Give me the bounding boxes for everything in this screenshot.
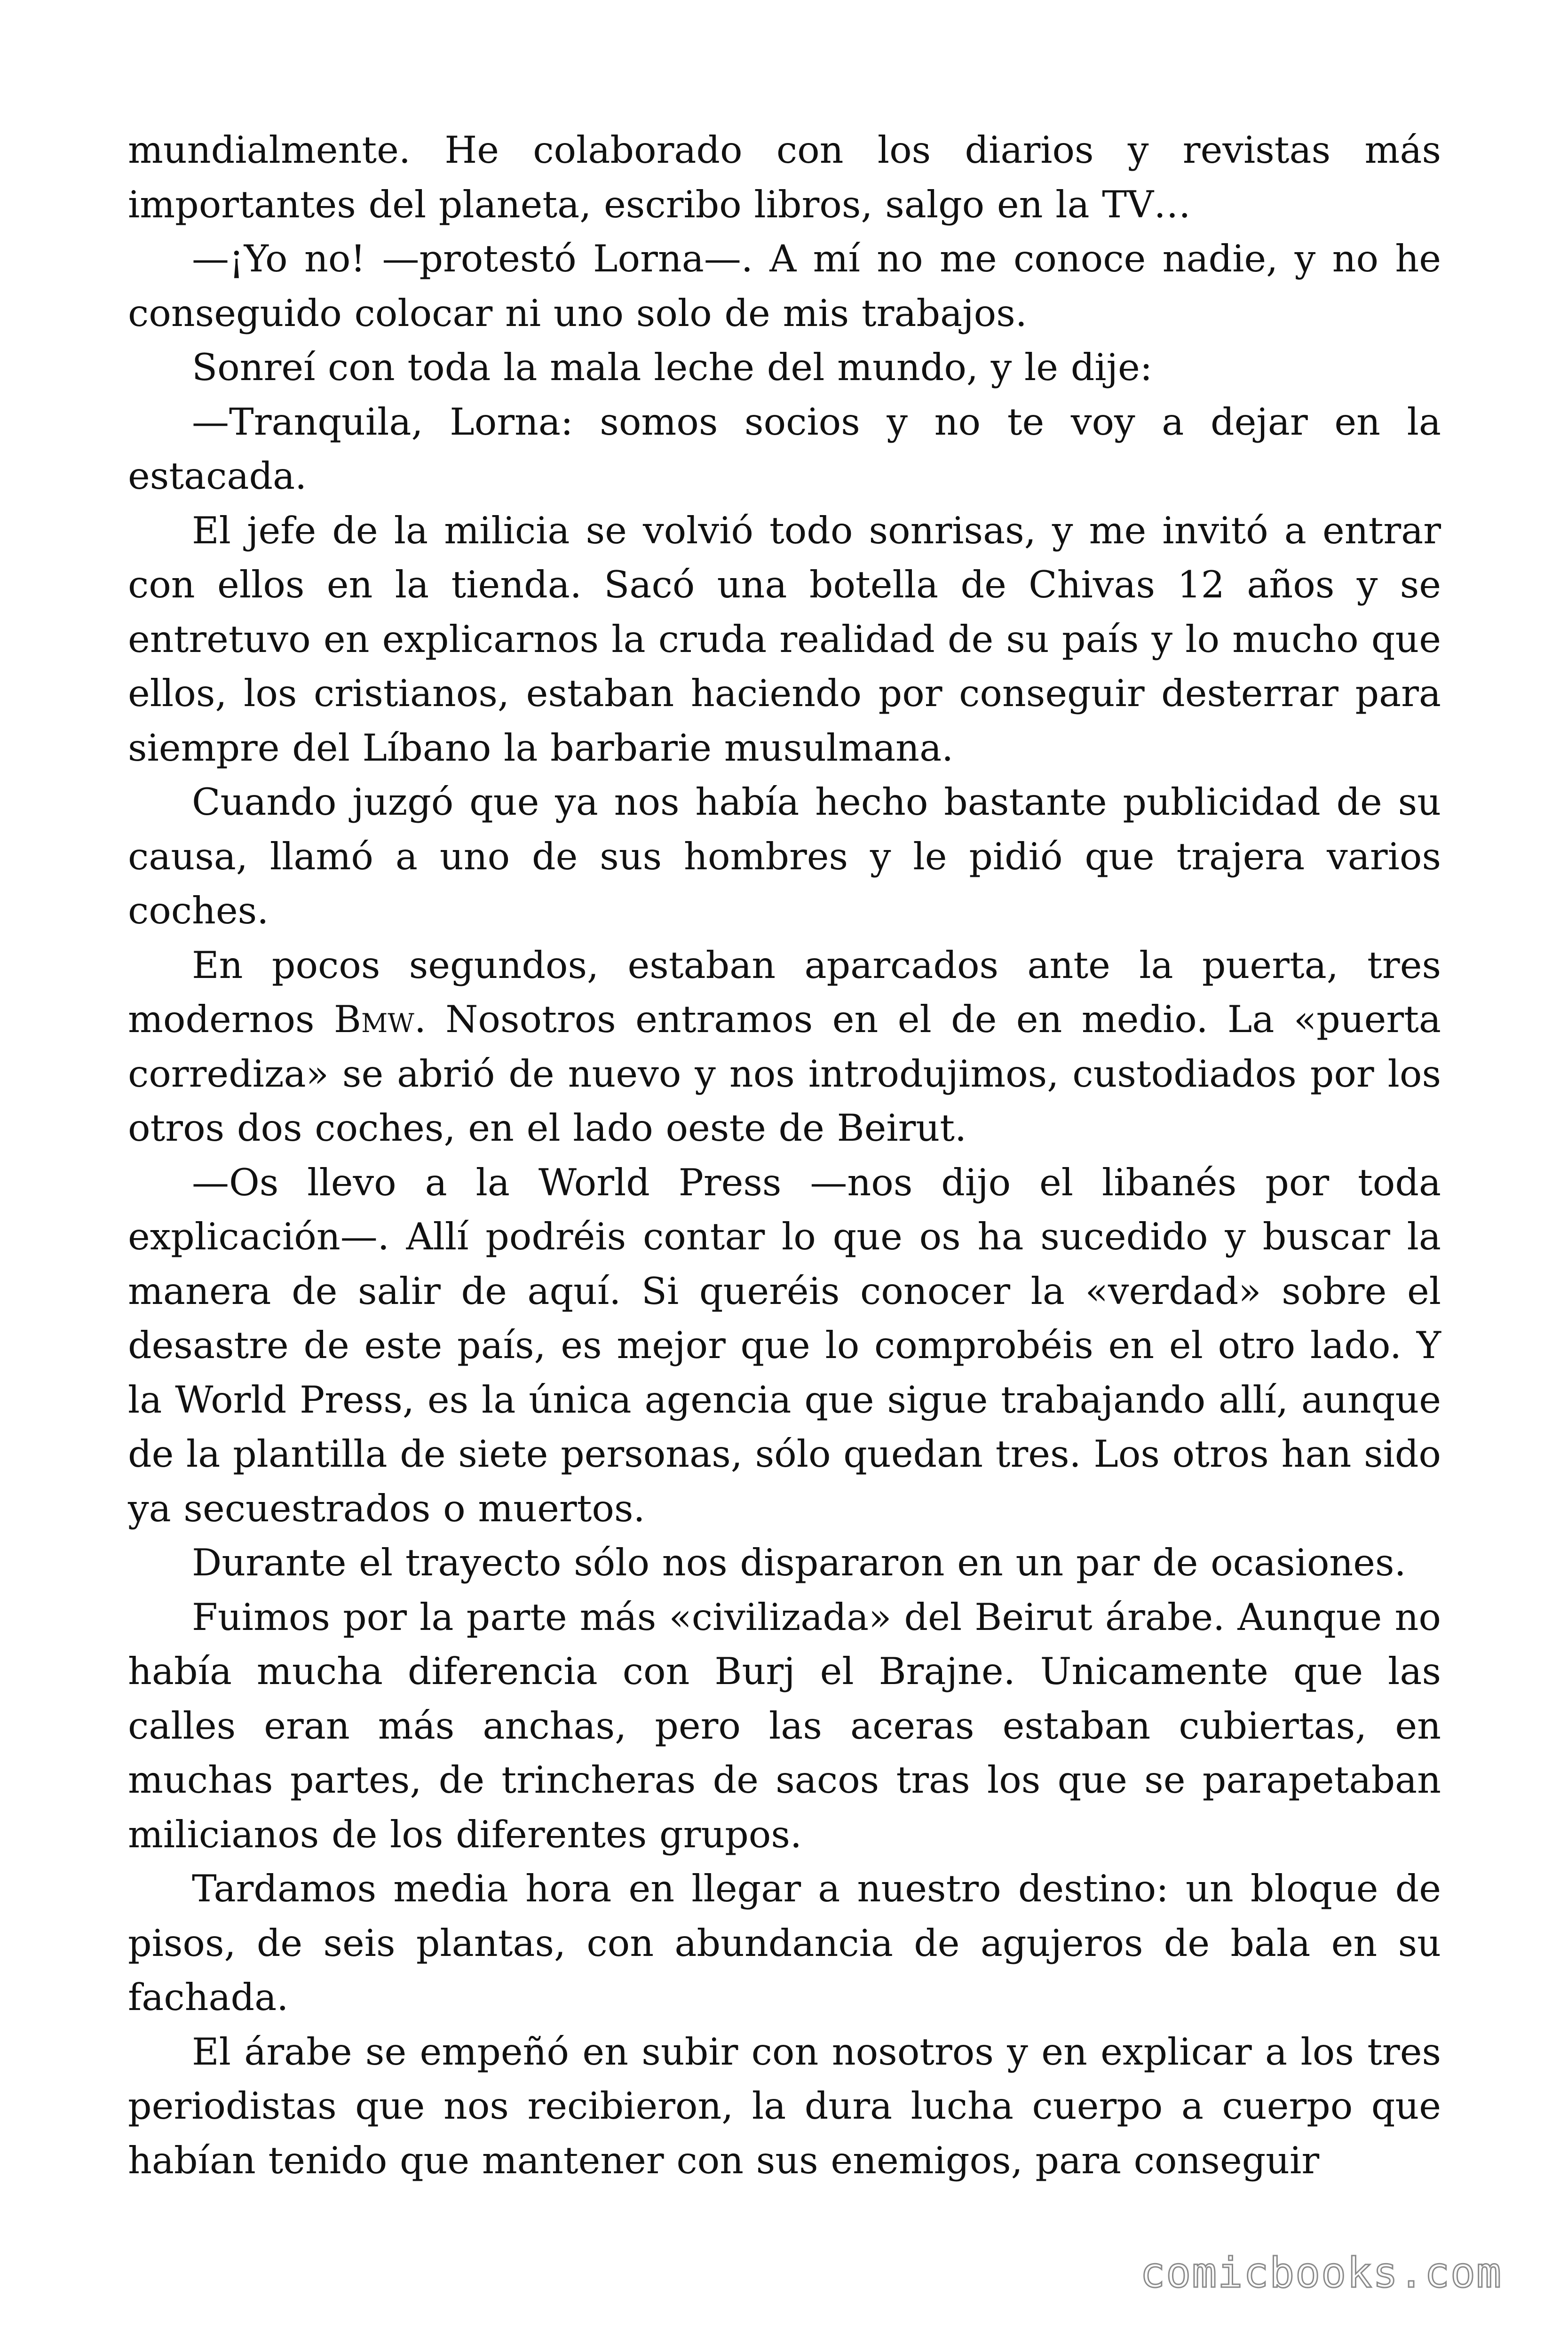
paragraph-9: Durante el trayecto sólo nos dispararon en un par de ocasiones.	[192, 1541, 1406, 1584]
watermark: comicbooks.com	[1140, 2249, 1502, 2297]
paragraph-4: —Tranquila, Lorna: somos socios y no te voy a dejar en la estacada.	[128, 400, 1441, 498]
paragraph-6: Cuando juzgó que ya nos había hecho bastante publicidad de su causa, llamó a uno de sus hombres y le pidió que trajera varios coches.	[128, 780, 1441, 932]
paragraph-7-end: . Nosotros entramos en el de en medio. La «puerta corrediza» se abrió de nuevo y nos introdujimos, custodiados por los otros dos coches, en el lado oeste de Beirut.	[128, 998, 1441, 1150]
paragraph-10: Fuimos por la parte más «civilizada» del Beirut árabe. Aunque no había mucha diferencia con Burj el Brajne. Unicamente que las calles eran más anchas, pero las aceras estaban cubiertas, en muchas partes, de trincheras de sacos tras los que se parapetaban milicianos de los diferentes grupos.	[128, 1595, 1441, 1856]
paragraph-1: mundialmente. He colaborado con los diarios y revistas más importantes del planeta, escribo libros, salgo en la TV…	[128, 128, 1441, 226]
paragraph-2: —¡Yo no! —protestó Lorna—. A mí no me conoce nadie, y no he conseguido colocar ni uno solo de mis trabajos.	[128, 237, 1441, 335]
paragraph-3: Sonreí con toda la mala leche del mundo, y le dije:	[192, 346, 1153, 389]
paragraph-7	[128, 938, 1441, 1156]
paragraph-5: El jefe de la milicia se volvió todo sonrisas, y me invitó a entrar con ellos en la tienda. Sacó una botella de Chivas 12 años y se entretuvo en explicarnos la cruda realidad de su país y lo mucho que ellos, los cristianos, estaban haciendo por conseguir desterrar para siempre del Líbano la barbarie musulmana.	[128, 509, 1441, 770]
page-body	[128, 123, 1441, 2188]
paragraph-7-start: En pocos segundos, estaban aparcados ante la puerta, tres modernos	[128, 943, 1441, 1041]
paragraph-11: Tardamos media hora en llegar a nuestro destino: un bloque de pisos, de seis plantas, con abundancia de agujeros de bala en su fachada.	[128, 1867, 1441, 2019]
paragraph-12: El árabe se empeñó en subir con nosotros y en explicar a los tres periodistas que nos recibieron, la dura lucha cuerpo a cuerpo que habían tenido que mantener con sus enemigos, para conseguir	[128, 2030, 1441, 2182]
paragraph-8: —Os llevo a la World Press —nos dijo el libanés por toda explicación—. Allí podréis contar lo que os ha sucedido y buscar la manera de salir de aquí. Si queréis conocer la «verdad» sobre el desastre de este país, es mejor que lo comprobéis en el otro lado. Y la World Press, es la única agencia que sigue trabajando allí, aunque de la plantilla de siete personas, sólo quedan tres. Los otros han sido ya secuestrados o muertos.	[128, 1160, 1441, 1530]
brand-name: Bmw	[333, 998, 414, 1041]
